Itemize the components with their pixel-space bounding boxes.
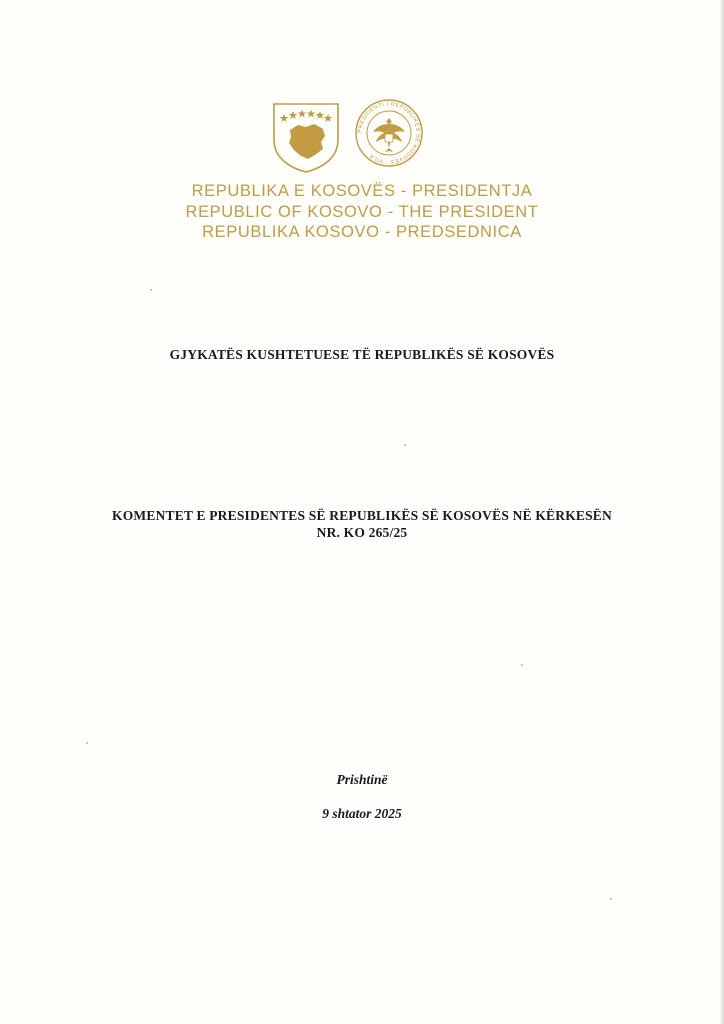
presidential-seal-eagle-icon bbox=[354, 98, 424, 168]
kosovo-coat-of-arms-icon bbox=[268, 100, 344, 174]
document-title-line1: KOMENTET E PRESIDENTES SË REPUBLIKËS SË KOSOVËS NË KËRKESËN bbox=[112, 508, 612, 523]
date: 9 shtator 2025 bbox=[322, 806, 402, 821]
scan-speck bbox=[610, 898, 612, 900]
addressee: GJYKATËS KUSHTETUESE TË REPUBLIKËS SË KOSOVËS bbox=[169, 347, 555, 362]
scan-speck bbox=[150, 289, 152, 291]
place: Prishtinë bbox=[336, 772, 388, 787]
heading-line-english: REPUBLIC OF KOSOVO - THE PRESIDENT bbox=[185, 202, 539, 221]
document-title-line2: NR. KO 265/25 bbox=[316, 525, 408, 540]
seal-text: PRESIDENTI I REPUBLIKËS SË KOSOVËS · VILA bbox=[357, 101, 421, 165]
emblems bbox=[268, 96, 424, 176]
heading-line-serbian: REPUBLIKA KOSOVO - PREDSEDNICA bbox=[202, 223, 522, 241]
scan-speck bbox=[86, 742, 88, 744]
heading-line-albanian: REPUBLIKA E KOSOVËS - PRESIDENTJA bbox=[191, 182, 533, 200]
scan-speck bbox=[404, 444, 406, 446]
institution-heading bbox=[0, 181, 724, 243]
document-title bbox=[0, 507, 724, 541]
scan-speck bbox=[521, 664, 523, 666]
page-edge-shadow bbox=[719, 0, 724, 1024]
